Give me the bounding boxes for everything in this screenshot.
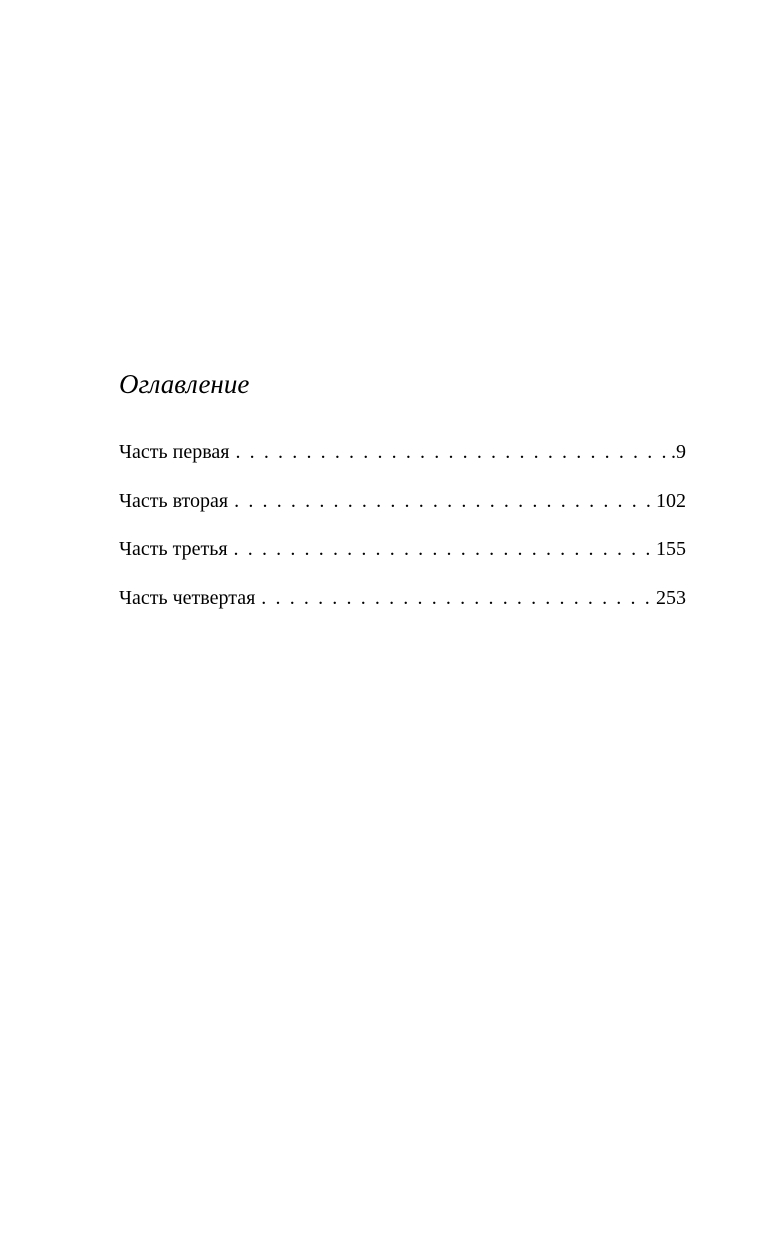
toc-entry-title: Часть первая <box>119 441 230 463</box>
toc-entry-part-3[interactable] <box>119 537 686 586</box>
toc-entry-part-4[interactable] <box>119 586 686 635</box>
toc-page-number: 253 <box>650 586 686 610</box>
toc-entry-part-2[interactable] <box>119 489 686 538</box>
toc-page-number: 155 <box>650 537 686 561</box>
toc-entry-title: Часть четвертая <box>119 586 256 609</box>
toc-entry-part-1[interactable] <box>119 440 686 489</box>
dot-leader <box>261 586 650 610</box>
dot-leader <box>235 440 671 464</box>
toc-heading: Оглавление <box>119 369 250 399</box>
toc-entry-title: Часть третья <box>119 538 228 560</box>
dot-leader <box>234 489 650 513</box>
dot-leader <box>234 537 650 561</box>
toc-page-number: 102 <box>650 489 686 513</box>
toc-page-number: .9 <box>671 441 686 463</box>
toc-list <box>119 440 686 634</box>
table-of-contents <box>119 366 686 634</box>
toc-entry-title: Часть вторая <box>119 489 229 512</box>
